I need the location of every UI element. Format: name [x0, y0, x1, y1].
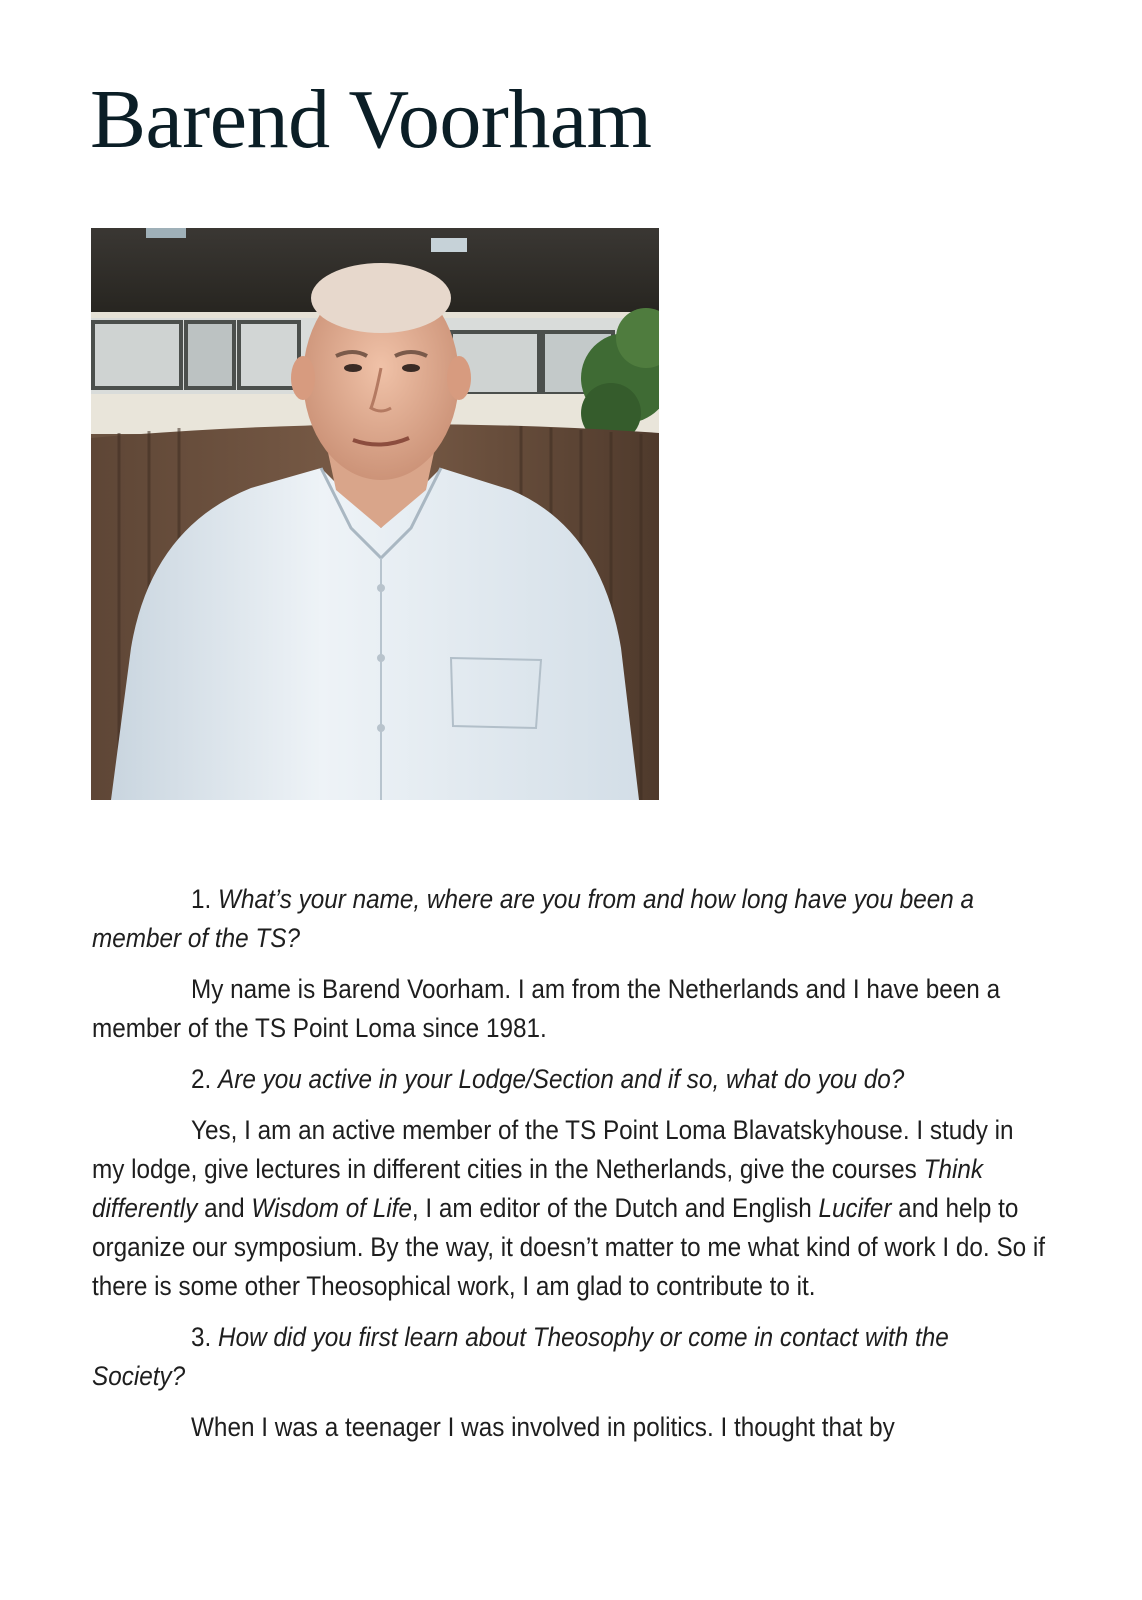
- answer-text: and: [197, 1193, 252, 1223]
- portrait-photo: [91, 228, 659, 800]
- question-number: 2.: [191, 1064, 212, 1094]
- answer-text: Yes, I am an active member of the TS Point Loma Blavatskyhouse. I study in my lodge, give lectures in different cities in the Netherlands, give the courses: [92, 1115, 1014, 1184]
- question-number: 1.: [191, 884, 212, 914]
- question-text: How did you first learn about Theosophy or come in contact with the Society?: [92, 1322, 949, 1391]
- course-title: Think differently: [92, 1154, 984, 1223]
- question-text: What’s your name, where are you from and how long have you been a member of the TS?: [92, 884, 975, 953]
- question-2: [92, 1060, 1046, 1099]
- answer-3: When I was a teenager I was involved in politics. I thought that by: [191, 1412, 895, 1442]
- question-number: 3.: [191, 1322, 212, 1352]
- answer-text: , I am editor of the Dutch and English: [411, 1193, 819, 1223]
- interview-body: [92, 880, 1046, 1459]
- magazine-title: Lucifer: [818, 1193, 892, 1223]
- answer-1: My name is Barend Voorham. I am from the Netherlands and I have been a member of the TS Point Loma since 1981.: [92, 974, 1001, 1043]
- portrait-image: [91, 228, 659, 800]
- question-text: Are you active in your Lodge/Section and if so, what do you do?: [218, 1064, 905, 1094]
- question-1: [92, 880, 1046, 958]
- answer-text: and help to organize our symposium. By the way, it doesn’t matter to me what kind of work I do. So if there is some other Theosophical work, I am glad to contribute to it.: [92, 1193, 1046, 1301]
- course-title: Wisdom of Life: [251, 1193, 412, 1223]
- page-title: Barend Voorham: [90, 73, 652, 166]
- answer-2: [92, 1111, 1046, 1306]
- question-3: [92, 1318, 1046, 1396]
